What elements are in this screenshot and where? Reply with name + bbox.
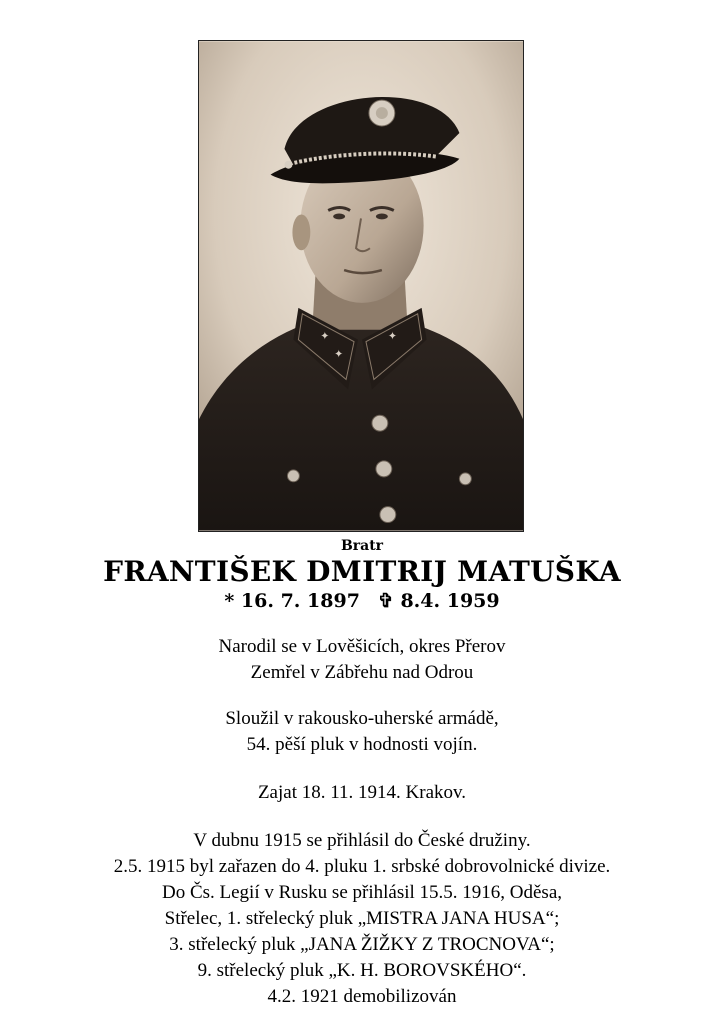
life-dates (0, 588, 724, 614)
legion-line: 4.2. 1921 demobilizován (267, 986, 457, 1007)
birth-date: * 16. 7. 1897 (224, 590, 360, 612)
svg-text:✦: ✦ (334, 347, 344, 361)
legion-line: Do Čs. Legií v Rusku se přihlásil 15.5. 1916, Oděsa, (161, 882, 563, 903)
origin-line: Zemřel v Zábřehu nad Odrou (250, 662, 474, 683)
svg-text:✦: ✦ (387, 329, 397, 343)
portrait-photo (198, 40, 524, 532)
legion-line: 2.5. 1915 byl zařazen do 4. pluku 1. srbské dobrovolnické divize. (113, 856, 611, 877)
honorific-label: Bratr (340, 538, 384, 554)
legion-block (0, 828, 724, 1010)
person-name: FRANTIŠEK DMITRIJ MATUŠKA (103, 555, 621, 588)
legion-line: 3. střelecký pluk „JANA ŽIŽKY Z TROCNOVA“; (169, 934, 555, 955)
origin-block (0, 634, 724, 686)
service-block (0, 706, 724, 758)
service-line: Sloužil v rakousko-uherské armádě, (225, 708, 499, 729)
death-date: ✞ 8.4. 1959 (377, 590, 500, 612)
legion-line: Střelec, 1. střelecký pluk „MISTRA JANA HUSA“; (164, 908, 560, 929)
legion-line: 9. střelecký pluk „K. H. BOROVSKÉHO“. (197, 960, 527, 981)
legion-line: V dubnu 1915 se přihlásil do České družiny. (193, 830, 531, 851)
origin-line: Narodil se v Lověšicích, okres Přerov (218, 636, 506, 657)
service-line: 54. pěší pluk v hodnosti vojín. (246, 734, 478, 755)
svg-text:✦: ✦ (320, 329, 330, 343)
captivity-block (0, 780, 724, 806)
portrait-illustration (199, 41, 523, 531)
memorial-caption (0, 536, 724, 1010)
captivity-line: Zajat 18. 11. 1914. Krakov. (257, 782, 467, 803)
